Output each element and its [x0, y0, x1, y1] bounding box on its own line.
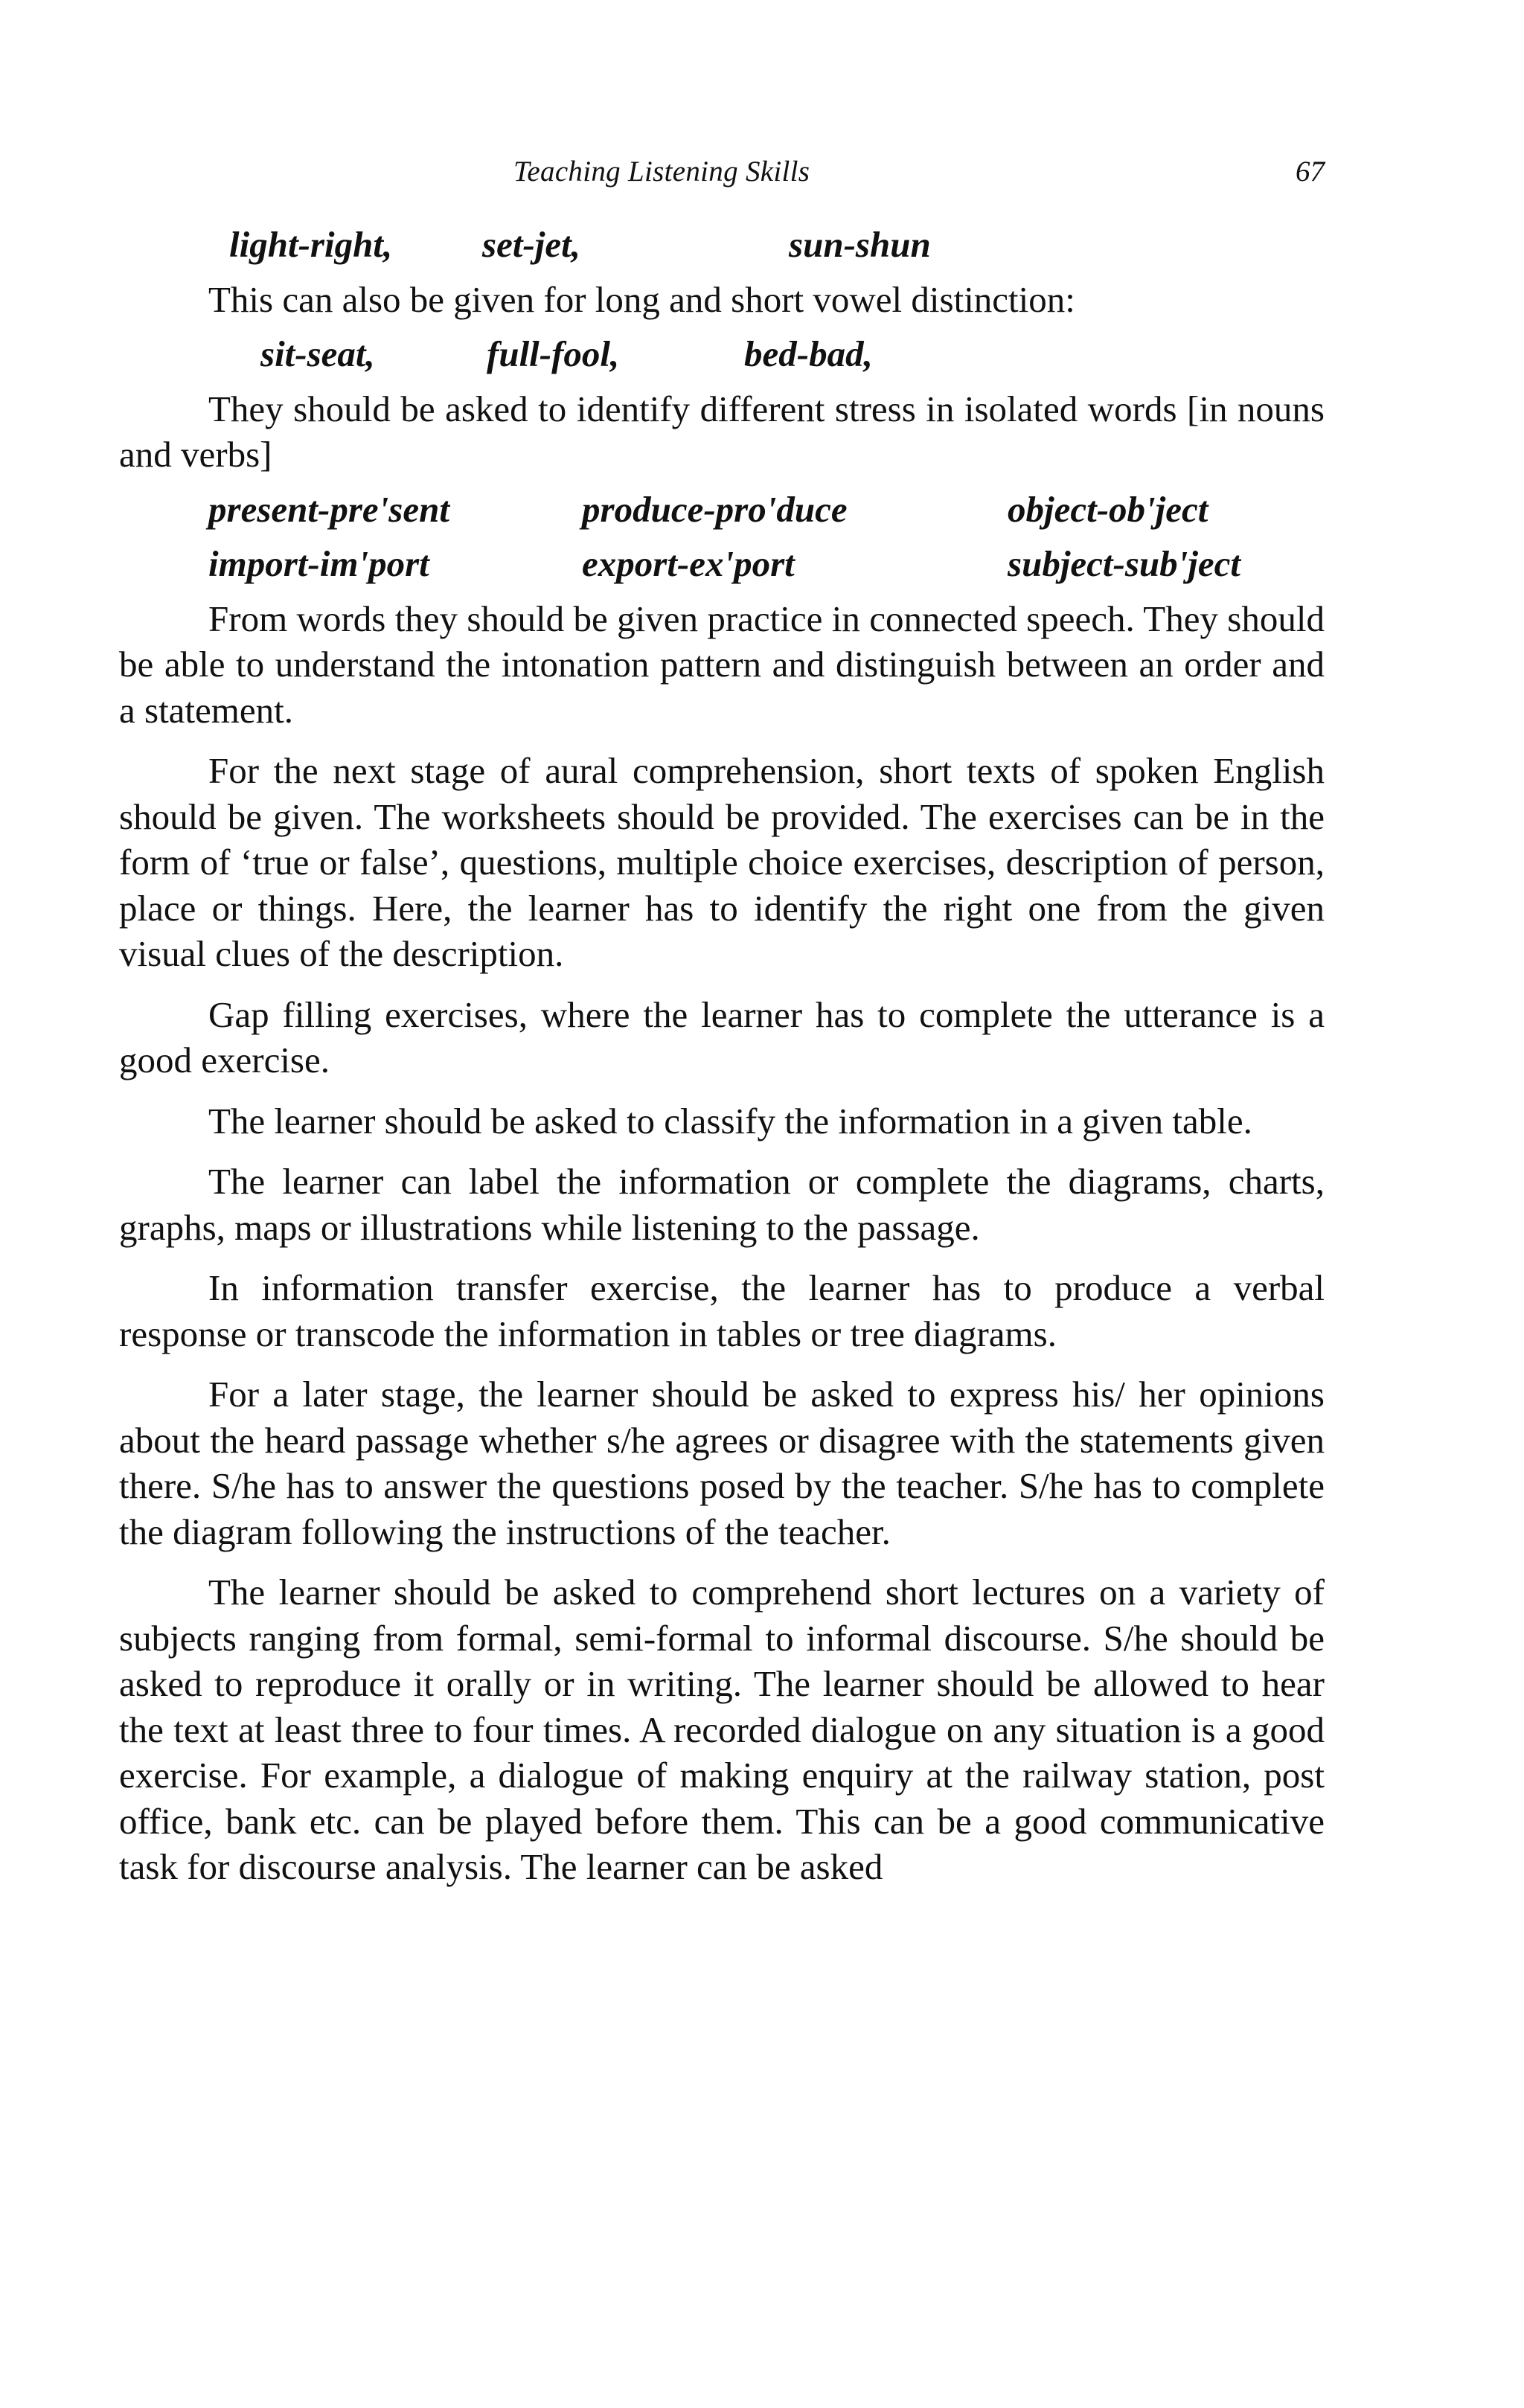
paragraph: From words they should be given practice in connected speech. They should be able to understand the intonation pattern and distinguish between an order and a statement.: [119, 598, 1325, 731]
paragraph: This can also be given for long and short vowel distinction:: [208, 278, 1075, 320]
word-pair: object-ob'ject: [1008, 488, 1208, 530]
paragraph: The learner should be asked to comprehend short lectures on a variety of subjects ranging from formal, semi-formal to informal discourse. S/he should be asked to reproduce it orally or in writing. The learner should be allowed to hear the text at least three to four times. A recorded dialogue on any situation is a good exercise. For example, a dialogue of making enquiry at the railway station, post office, bank etc. can be played before them. This can be a good communicative task for discourse analysis. The learner can be asked: [119, 1572, 1325, 1887]
paragraph: The learner should be asked to classify the information in a given table.: [208, 1100, 1252, 1141]
book-page: [119, 0, 1325, 2408]
word-pair: sun-shun: [789, 224, 931, 265]
running-head: Teaching Listening Skills: [513, 156, 810, 188]
word-pair: present-pre'sent: [208, 488, 449, 530]
page-header: [119, 155, 1325, 199]
word-pair: produce-pro'duce: [582, 488, 848, 530]
word-pair-row: [119, 487, 1325, 533]
word-pair: import-im'port: [208, 543, 429, 584]
paragraph: For a later stage, the learner should be asked to express his/ her opinions about the heard passage whether s/he agrees or disagree with the statements given there. S/he has to answer the questions posed by the teacher. S/he has to complete the diagram following the instructions of the teacher.: [119, 1374, 1325, 1552]
paragraph: In information transfer exercise, the learner has to produce a verbal response or transcode the information in tables or tree diagrams.: [119, 1267, 1325, 1354]
word-pair: full-fool,: [487, 333, 620, 374]
word-pair-row: [119, 541, 1325, 587]
word-pair-row: [119, 331, 1325, 377]
paragraph: They should be asked to identify different stress in isolated words [in nouns and verbs]: [119, 388, 1325, 475]
word-pair: sit-seat,: [260, 333, 375, 374]
word-pair-row: [119, 222, 1325, 268]
body-text: [119, 222, 1325, 1890]
paragraph: The learner can label the information or complete the diagrams, charts, graphs, maps or illustrations while listening to the passage.: [119, 1161, 1325, 1248]
word-pair: light-right,: [229, 224, 393, 265]
word-pair: set-jet,: [482, 224, 580, 265]
page-number: 67: [1296, 156, 1325, 188]
paragraph: For the next stage of aural comprehension, short texts of spoken English should be given. The worksheets should be provided. The exercises can be in the form of ‘true or false’, questions, multiple choice exercises, description of person, place or things. Here, the learner has to identify the right one from the given visual clues of the description.: [119, 750, 1325, 974]
word-pair: subject-sub'ject: [1008, 543, 1241, 584]
word-pair: export-ex'port: [582, 543, 795, 584]
word-pair: bed-bad,: [744, 333, 873, 374]
paragraph: Gap filling exercises, where the learner has to complete the utterance is a good exercise.: [119, 993, 1325, 1080]
